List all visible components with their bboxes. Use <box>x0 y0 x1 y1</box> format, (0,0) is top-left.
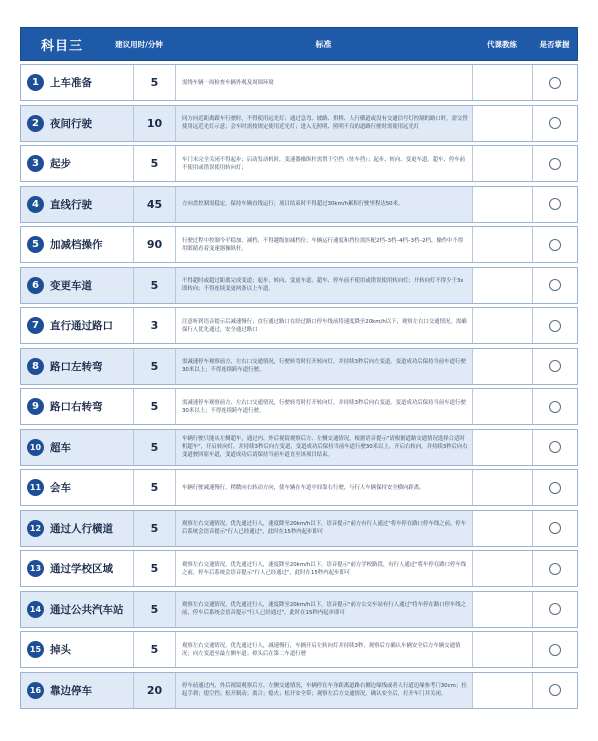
mastered-cell <box>532 187 577 222</box>
mastered-cell <box>532 146 577 181</box>
coach-input-cell[interactable] <box>472 187 532 222</box>
item-cell <box>21 632 133 667</box>
item-cell <box>21 673 133 708</box>
coach-input-cell[interactable] <box>472 430 532 465</box>
table-row <box>20 267 578 304</box>
item-list <box>20 64 578 709</box>
item-standard-cell <box>175 551 472 586</box>
coach-input-cell[interactable] <box>472 146 532 181</box>
mastered-cell <box>532 551 577 586</box>
table-row <box>20 226 578 263</box>
mastered-radio[interactable] <box>549 644 561 656</box>
coach-input-cell[interactable] <box>472 106 532 141</box>
item-cell <box>21 187 133 222</box>
table-row <box>20 631 578 668</box>
item-name: 直行通过路口 <box>50 320 113 332</box>
item-number-badge: 16 <box>27 682 44 699</box>
item-name: 超车 <box>50 441 71 454</box>
item-number-badge: 6 <box>27 277 44 294</box>
mastered-cell <box>532 106 577 141</box>
mastered-radio[interactable] <box>549 603 561 615</box>
item-standard: 停车前通过内、外后视镜观察后方、左侧交通情况，车辆停在车身距离道路右侧边缘线或者人行道边缘参考门30cm；拉起手刹；熄空挡；松开制动；离合；熄火；松开安全带；观察左后方交通情况，确认安全后，打开车门并关闭。 <box>182 683 467 697</box>
item-cell <box>21 592 133 627</box>
item-time: 3 <box>133 308 175 343</box>
item-standard: 需绕车辆一周检查车辆外观及周围环境 <box>182 79 274 86</box>
coach-input-cell[interactable] <box>472 268 532 303</box>
mastered-cell <box>532 268 577 303</box>
table-row <box>20 307 578 344</box>
mastered-cell <box>532 65 577 100</box>
item-standard-cell <box>175 592 472 627</box>
item-time: 5 <box>133 389 175 424</box>
item-number-badge: 11 <box>27 479 44 496</box>
item-name: 掉头 <box>50 644 71 656</box>
item-number-badge: 3 <box>27 155 44 172</box>
mastered-radio[interactable] <box>549 158 561 170</box>
mastered-radio[interactable] <box>549 320 561 332</box>
item-number-badge: 8 <box>27 358 44 375</box>
item-time: 5 <box>133 632 175 667</box>
mastered-radio[interactable] <box>549 522 561 534</box>
item-standard-cell <box>175 187 472 222</box>
mastered-cell <box>532 511 577 546</box>
table-row <box>20 186 578 223</box>
table-row <box>20 591 578 628</box>
item-standard-cell <box>175 268 472 303</box>
item-number-badge: 14 <box>27 601 44 618</box>
item-time: 5 <box>133 65 175 100</box>
item-name: 变更车道 <box>50 279 92 292</box>
mastered-radio[interactable] <box>549 360 561 372</box>
item-cell <box>21 106 133 141</box>
coach-input-cell[interactable] <box>472 227 532 262</box>
item-name: 夜间行驶 <box>50 117 92 130</box>
mastered-cell <box>532 389 577 424</box>
item-standard-cell <box>175 349 472 384</box>
coach-input-cell[interactable] <box>472 308 532 343</box>
item-name: 通过学校区域 <box>50 563 113 575</box>
item-cell <box>21 430 133 465</box>
coach-input-cell[interactable] <box>472 65 532 100</box>
item-standard: 车辆行驶只能从左侧超车，通过内、外后视镜观察后方、左侧交通情况，根据语音提示"请根据道路交通情况选择合适时机超车"，开启转向灯，并持续3秒后向左变道，变道成功后保持当前车道行驶30米以上，开启右转向，并持续3秒后向右变道驶回原车道，变道成功后请保持当前车道直至该项目结束。 <box>182 436 468 458</box>
item-cell <box>21 227 133 262</box>
item-standard-cell <box>175 389 472 424</box>
item-time: 5 <box>133 146 175 181</box>
item-standard: 需减速停车观察前方、左右口交通情况，行驶转弯时打开转向灯，并持续3秒后向右变道。变道成功后保持当前车道行驶30米以上；不得连续跨车道行驶。 <box>182 399 466 414</box>
item-time: 20 <box>133 673 175 708</box>
mastered-radio[interactable] <box>549 198 561 210</box>
item-standard: 注意听到语音提示后减速慢行；直行通过路口在经过路口停车线前将速度降至20km/h以下，观察左右口交通情况，需确保行人优先通过，安全通过路口 <box>182 318 467 333</box>
mastered-radio[interactable] <box>549 441 561 453</box>
header-coach: 代课教练 <box>487 39 517 49</box>
coach-input-cell[interactable] <box>472 592 532 627</box>
item-number-badge: 15 <box>27 641 44 658</box>
header-subject: 科目三 <box>40 38 83 54</box>
item-name: 通过人行横道 <box>50 522 113 535</box>
item-number-badge: 13 <box>27 560 44 577</box>
mastered-radio[interactable] <box>549 684 561 696</box>
item-time: 5 <box>133 511 175 546</box>
item-number-badge: 1 <box>27 74 44 91</box>
item-standard-cell <box>175 511 472 546</box>
item-name: 起步 <box>50 158 71 170</box>
mastered-radio[interactable] <box>549 401 561 413</box>
mastered-cell <box>532 430 577 465</box>
item-cell <box>21 308 133 343</box>
item-standard: 需减速停车观察前方、左右口交通情况，行驶转弯时打开转向灯，并持续3秒后向左变道。变道成功后保持当前车道行驶30米以上；不得连续跨车道行驶。 <box>182 359 466 373</box>
item-time: 90 <box>133 227 175 262</box>
mastered-cell <box>532 470 577 505</box>
coach-input-cell[interactable] <box>472 511 532 546</box>
item-number-badge: 5 <box>27 236 44 253</box>
coach-input-cell[interactable] <box>472 470 532 505</box>
item-number-badge: 4 <box>27 196 44 213</box>
table-row <box>20 672 578 709</box>
item-standard: 同方向近距离跟车行驶时，不得使用远光灯；通过急弯、坡路、拱桥、人行横道或没有交通信号灯控制的路口时，需交替使用远近光灯示意；会车时需按规定使用近光灯；进入无照明、照明不良的道路行驶时需使用远光灯 <box>182 116 468 130</box>
item-standard: 观察左右交通情况，优先通过行人，速度降至20km/h以下，语音提示"前方公交车站有行人通过"将车停在路口停车线之前，停车后系统会语音提示"行人已经通过"，此时在15秒内起步即可 <box>182 602 467 616</box>
item-time: 5 <box>133 592 175 627</box>
item-cell <box>21 268 133 303</box>
coach-input-cell[interactable] <box>472 551 532 586</box>
item-time: 5 <box>133 551 175 586</box>
table-row <box>20 105 578 142</box>
item-name: 路口左转弯 <box>50 360 103 373</box>
item-name: 会车 <box>50 482 71 494</box>
item-cell <box>21 65 133 100</box>
coach-input-cell[interactable] <box>472 673 532 708</box>
item-standard: 车门未完全关闭不得起步；启动发动机时，变速器操纵杆需置于空挡（驻车挡）；起步、转向、变更车道、超车、停车前不使用或错误使用转向灯； <box>182 156 466 171</box>
coach-input-cell[interactable] <box>472 389 532 424</box>
exam-sheet <box>20 27 578 712</box>
table-row <box>20 388 578 425</box>
mastered-radio[interactable] <box>549 563 561 575</box>
table-row <box>20 469 578 506</box>
item-number-badge: 2 <box>27 115 44 132</box>
item-time: 5 <box>133 268 175 303</box>
mastered-cell <box>532 673 577 708</box>
item-name: 通过公共汽车站 <box>50 603 124 616</box>
item-standard: 行驶过程中控制今平稳加、减档，不得越级加减档位；车辆运行速度和挡位需匹配2档–3档–4档–3档–2档，操作中不得用眼睛看着变速器操纵杆。 <box>182 237 464 252</box>
item-number-badge: 12 <box>27 520 44 537</box>
item-time: 5 <box>133 430 175 465</box>
header-standard: 标准 <box>315 39 332 49</box>
table-row <box>20 145 578 182</box>
mastered-cell <box>532 632 577 667</box>
table-header <box>20 27 578 61</box>
item-standard-cell <box>175 65 472 100</box>
mastered-cell <box>532 227 577 262</box>
item-standard-cell <box>175 308 472 343</box>
item-cell <box>21 511 133 546</box>
item-cell <box>21 349 133 384</box>
mastered-radio[interactable] <box>549 239 561 251</box>
item-cell <box>21 470 133 505</box>
item-time: 45 <box>133 187 175 222</box>
table-row <box>20 429 578 466</box>
item-standard-cell <box>175 146 472 181</box>
item-name: 直线行驶 <box>50 198 92 211</box>
item-standard: 观察左右交通情况，优先通过行人，速度降至20km/h以下，语音提示"前方有行人通过"将车停在路口停车线之前，停车后系统会语音提示"行人已经通过"，此时在15秒内起步即可 <box>182 521 467 535</box>
table-row <box>20 510 578 547</box>
item-standard-cell <box>175 227 472 262</box>
item-number-badge: 9 <box>27 398 44 415</box>
table-row <box>20 550 578 587</box>
mastered-radio[interactable] <box>549 77 561 89</box>
item-standard-cell <box>175 673 472 708</box>
mastered-cell <box>532 592 577 627</box>
item-name: 加减档操作 <box>50 239 103 251</box>
item-cell <box>21 389 133 424</box>
item-cell <box>21 551 133 586</box>
item-name: 路口右转弯 <box>50 401 103 413</box>
item-standard: 观察左右交通情况，优先通过行人，速度降至20km/h以下，语音提示"前方学校路段，有行人通过"将车停在路口停车线之前，停车后系统会语音提示"行人已经通过"，此时在15秒内起步即可 <box>182 561 467 576</box>
table-row <box>20 64 578 101</box>
item-time: 5 <box>133 470 175 505</box>
item-standard-cell <box>175 106 472 141</box>
header-mastered: 是否掌握 <box>539 39 570 49</box>
item-standard: 观察左右交通情况，优先通过行人，减速慢行，车辆开启左转向灯并持续3秒，观察后方确认车辆安全后方车辆交通情况；向左变道至最左侧车道；掉头后在第二车道行驶 <box>182 642 461 657</box>
item-time: 5 <box>133 349 175 384</box>
item-name: 上车准备 <box>50 77 92 89</box>
item-standard: 不得超时或超过距离完成变道；起步、转向、变更车道、超车、停车前不使用或错误使用转向灯；开转向灯不得少于3s即转向；不得连续变更两条以上车道。 <box>182 278 464 292</box>
item-time: 10 <box>133 106 175 141</box>
item-number-badge: 10 <box>27 439 44 456</box>
item-standard: 车辆行驶减速慢行，稍微向右转动方向，使车辆在车道中间靠右行驶，与行人车辆保持安全横向距离。 <box>182 484 425 491</box>
mastered-cell <box>532 349 577 384</box>
item-standard-cell <box>175 632 472 667</box>
item-cell <box>21 146 133 181</box>
header-time: 建议用时/分钟 <box>115 39 163 49</box>
item-standard-cell <box>175 430 472 465</box>
item-standard: 方向盘控制需稳定，保持车辆直线运行；项目结束时不得超过30km/h累积行驶里程达50米。 <box>182 201 404 207</box>
coach-input-cell[interactable] <box>472 632 532 667</box>
item-name: 靠边停车 <box>50 684 92 697</box>
table-row <box>20 348 578 385</box>
item-number-badge: 7 <box>27 317 44 334</box>
item-standard-cell <box>175 470 472 505</box>
mastered-radio[interactable] <box>549 117 561 129</box>
mastered-cell <box>532 308 577 343</box>
mastered-radio[interactable] <box>549 279 561 291</box>
coach-input-cell[interactable] <box>472 349 532 384</box>
mastered-radio[interactable] <box>549 482 561 494</box>
